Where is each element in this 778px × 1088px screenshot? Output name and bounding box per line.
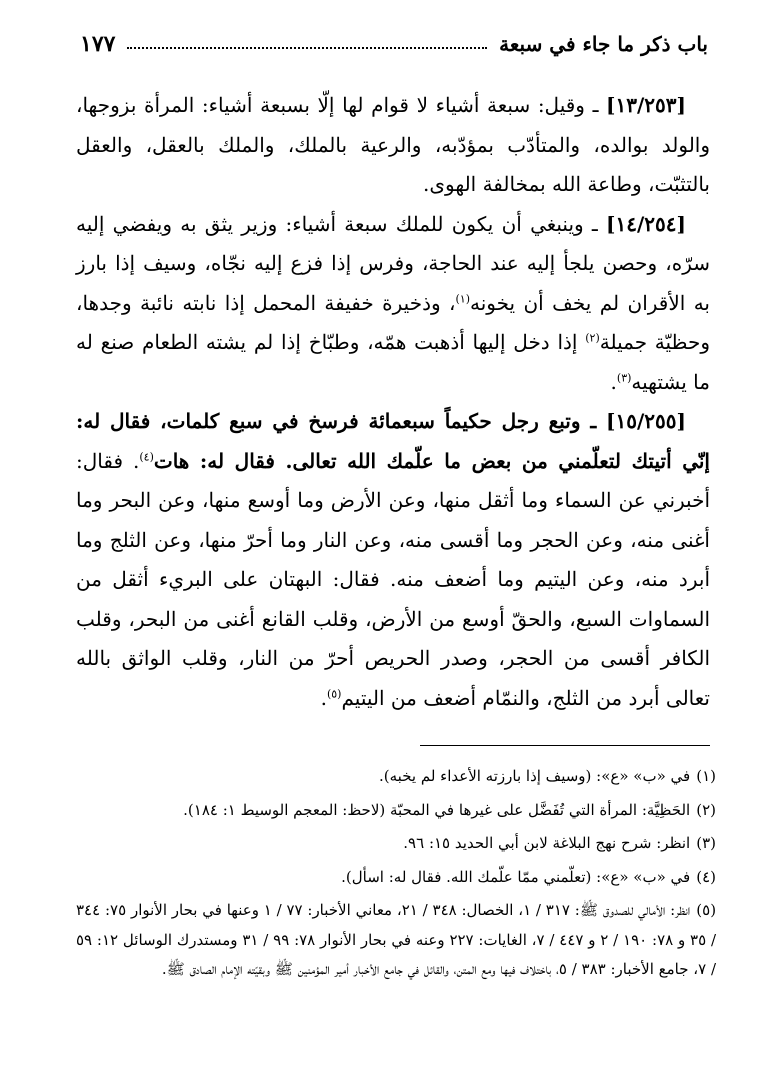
footnotes <box>76 762 716 989</box>
paragraph-number: [١٤/٢٥٤] <box>606 211 686 236</box>
footnote-number: (٤) <box>696 867 716 886</box>
chapter-title: باب ذكر ما جاء في سبعة <box>499 32 708 56</box>
footnote-number: (٣) <box>696 834 716 852</box>
footnote-text: انظر: شرح نهج البلاغة لابن أبي الحديد ١٥: ٩٦. <box>403 834 691 852</box>
paragraph-text: ـ وينبغي أن يكون للملك سبعة أشياء: وزير يثق به ويفضي إليه سرّه، وحصن يلجأ إليه عند الحاجة، وفرس إذا فزع إليه نجّاه، وسيف إذا بارز به الأقران لم يخف أن يخونه <box>76 211 710 315</box>
paragraph-255 <box>76 402 710 718</box>
paragraph-253 <box>76 86 710 205</box>
footnote-text: في «ب» «ع»: (تعلّمني ممّا علّمك الله. فقال له: اسأل). <box>341 867 691 886</box>
running-header <box>80 26 708 62</box>
footnote-ref[interactable]: (٢) <box>585 331 600 345</box>
paragraph-text: ، وذخيرة خفيفة المحمل إذا نابته نائبة وجدها، وحظيّة جميلة <box>76 290 710 354</box>
paragraph-text: ـ وقيل: سبعة أشياء لا قوام لها إلّا بسبعة أشياء: المرأة بزوجها، والولد بوالده، والمتأدّب بمؤدّبه، والرعية بالملك، والملك بالعقل، والعقل بالتثبّت، وطاعة الله بمخالفة الهوى. <box>76 93 710 196</box>
footnote-ref[interactable]: (٥) <box>326 686 342 700</box>
header-dot-leader <box>127 47 487 49</box>
footnote-5 <box>76 896 716 985</box>
footnote-text: انظر: الأمالي للصدوق ﷺ: ٣١٧ / ١، الخصال: ٣٤٨ / ٢١، معاني الأخبار: ٧٧ / ١ وعنها في بحار الأنوار ٧٥: ٣٤٤ / ٣٥ و ٧٨: ١٩٠ / ٢ و ٤٤٧ / ٧، الغايات: ٢٢٧ وعنه في بحار الأنوار ٧٨: ٩٩ / ٣١ ومستدرك الوسائل ١٢: ٥٩ / ٧، جامع الأخبار: ٣٨٣ / ٥، باختلاف فيها ومع المتن، والقائل في جامع الأخبار أمير المؤمنين ﷺ وبقيّته الإمام الصادق ﷺ. <box>76 901 717 978</box>
paragraph-text: . <box>610 369 617 394</box>
footnote-4 <box>76 863 716 893</box>
paragraph-text: إذا دخل إليها أذهبت همّه، وطبّاخ إذا لم يشته الطعام صنع له ما يشتهيه <box>76 330 710 394</box>
paragraph-number: [١٥/٢٥٥] <box>606 409 686 433</box>
footnote-ref[interactable]: (١) <box>455 291 470 305</box>
footnote-3 <box>76 829 716 859</box>
footnote-ref[interactable]: (٤) <box>139 449 154 463</box>
paragraph-lead-text: ـ وتبع رجل حكيماً سبعمائة فرسخ في سبع كلمات، فقال له: إنّي أتيتك لتعلّمني من بعض ما علّمك الله تعالى. فقال له: هات <box>76 409 710 473</box>
footnote-1 <box>76 762 716 792</box>
paragraph-254 <box>76 205 710 403</box>
footnote-2 <box>76 796 716 826</box>
main-text <box>76 86 710 718</box>
footnote-text: الحَظِيَّة: المرأة التي تُفَضَّل على غيرها في المحبّة (لاحظ: المعجم الوسيط ١: ١٨٤). <box>183 800 691 819</box>
footnote-number: (٢) <box>696 800 716 819</box>
footnote-number: (١) <box>696 767 716 785</box>
footnote-ref[interactable]: (٣) <box>616 370 632 384</box>
footnote-text: في «ب» «ع»: (وسيف إذا بارزته الأعداء لم يخبه). <box>379 767 691 785</box>
paragraph-text: . فقال: أخبرني عن السماء وما أثقل منها، وعن الأرض وما أوسع منها، وعن البحر وما أغنى منه، وعن الحجر وما أقسى منه، وعن النار وما أحرّ منها، وعن الثلج وما أبرد منه، وعن اليتيم وما أضعف منه. فقال: البهتان على البريء أثقل من السماوات السبع، والحقّ أوسع من الأرض، وقلب القانع أغنى من البحر، وقلب الكافر أقسى من الحجر، وصدر الحريص أحرّ من النار، وقلب الواثق بالله تعالى أبرد من الثلج، والنمّام أضعف من اليتيم <box>76 448 710 710</box>
footnote-number: (٥) <box>696 901 717 919</box>
paragraph-number: [١٣/٢٥٣] <box>606 93 686 117</box>
paragraph-text: . <box>320 685 327 710</box>
page-number: ١٧٧ <box>80 31 116 57</box>
footnote-separator <box>420 745 710 746</box>
